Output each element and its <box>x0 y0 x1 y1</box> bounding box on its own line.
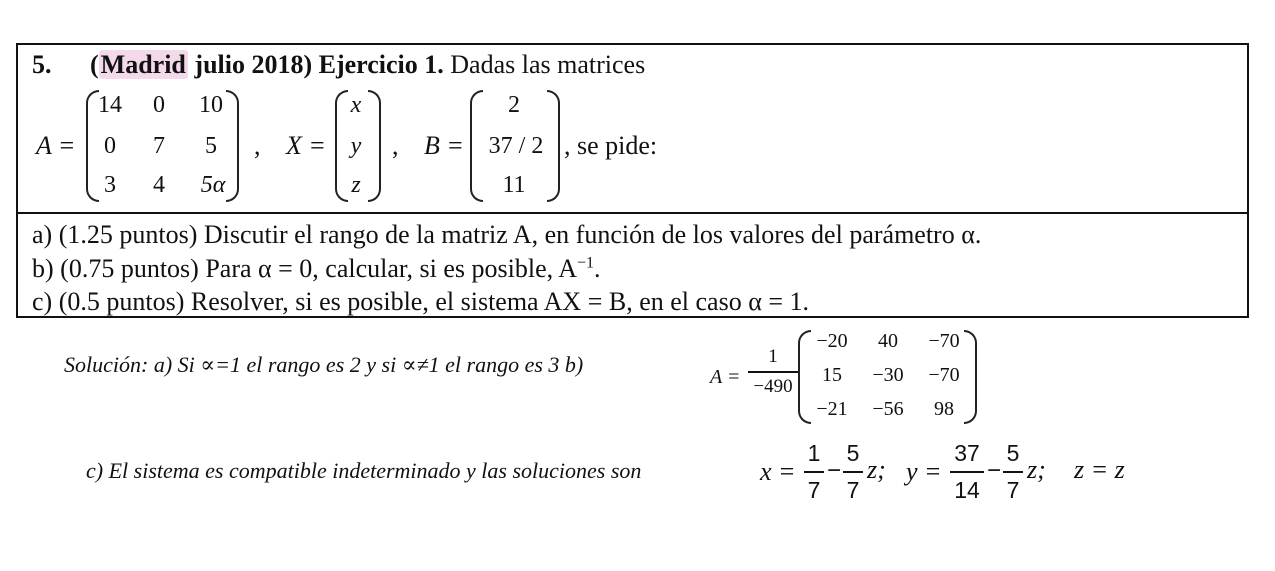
part-a: a) (1.25 puntos) Discutir el rango de la matriz A, en función de los valores del parámetro α. <box>32 220 982 249</box>
part-c: c) (0.5 puntos) Resolver, si es posible, el sistema AX = B, en el caso α = 1. <box>32 287 810 316</box>
matrix-a-cell: 10 <box>199 92 223 118</box>
exercise-intro: Dadas las matrices <box>443 50 646 79</box>
inverse-denominator: −490 <box>753 375 793 397</box>
matrix-a-cell: 14 <box>98 92 122 118</box>
matrix-x-cell: x <box>350 92 362 118</box>
inverse-label: A = <box>710 366 741 388</box>
matrix-a-cell: 0 <box>153 92 165 118</box>
exercise-number: 5. <box>32 50 52 79</box>
minus-sign: − <box>987 457 1002 484</box>
matrix-a-label: A = <box>36 131 76 160</box>
inverse-cell: −21 <box>816 398 848 420</box>
x-fraction-1: 1 7 <box>804 440 824 504</box>
matrix-a-cell: 0 <box>104 133 116 159</box>
source-open: ( <box>90 50 99 79</box>
comma: , <box>254 131 261 160</box>
inverse-cell: −20 <box>816 330 848 352</box>
matrix-x-cell: z <box>351 172 361 198</box>
inverse-cell: −70 <box>928 330 960 352</box>
inverse-cell: 40 <box>878 330 898 352</box>
inverse-cell: −56 <box>872 398 904 420</box>
matrix-b-cell: 2 <box>508 92 520 118</box>
inverse-fraction <box>748 346 798 398</box>
matrix-b-cell: 37 / 2 <box>488 133 544 159</box>
matrix-b-label: B = <box>424 131 464 160</box>
matrix-b-cell: 11 <box>502 172 526 198</box>
inverse-numerator: 1 <box>768 346 778 367</box>
se-pide: , se pide: <box>564 131 658 160</box>
source-rest: julio 2018) <box>187 50 313 79</box>
x-z-term: z; <box>867 455 886 484</box>
matrix-x-cell: y <box>350 133 362 159</box>
inverse-exponent: −1 <box>576 254 595 272</box>
matrix-a-cell: 3 <box>104 172 116 198</box>
inverse-cell: −30 <box>872 364 904 386</box>
matrix-a-cell: 5α <box>200 172 226 198</box>
inverse-cell: −70 <box>928 364 960 386</box>
matrix-a-cell: 4 <box>153 172 165 198</box>
z-equals-z: z = z <box>1074 455 1125 484</box>
y-fraction-1: 37 14 <box>950 440 984 504</box>
solution-line-1: Solución: a) Si ∝=1 el rango es 2 y si ∝≠1 el rango es 3 b) <box>64 352 584 377</box>
matrix-a-cell: 7 <box>153 133 165 159</box>
part-b: b) (0.75 puntos) Para α = 0, calcular, si es posible, $A^{-1}$. <box>32 254 601 283</box>
minus-sign: − <box>827 457 842 484</box>
y-fraction-2: 5 7 <box>1003 440 1023 504</box>
source-highlight: Madrid <box>100 50 186 79</box>
divider <box>18 212 1247 214</box>
exercise-header <box>32 50 645 80</box>
y-equals: y = <box>906 457 942 486</box>
x-fraction-2: 5 7 <box>843 440 863 504</box>
solution-line-2: c) El sistema es compatible indeterminado y las soluciones son <box>86 458 642 483</box>
matrix-a-cell: 5 <box>205 133 217 159</box>
inverse-cell: 98 <box>934 398 954 420</box>
comma: , <box>392 131 399 160</box>
x-equals: x = <box>760 457 796 486</box>
matrix-x-label: X = <box>286 131 326 160</box>
y-z-term: z; <box>1027 455 1046 484</box>
inverse-cell: 15 <box>822 364 842 386</box>
exercise-label: Ejercicio 1. <box>312 50 444 79</box>
